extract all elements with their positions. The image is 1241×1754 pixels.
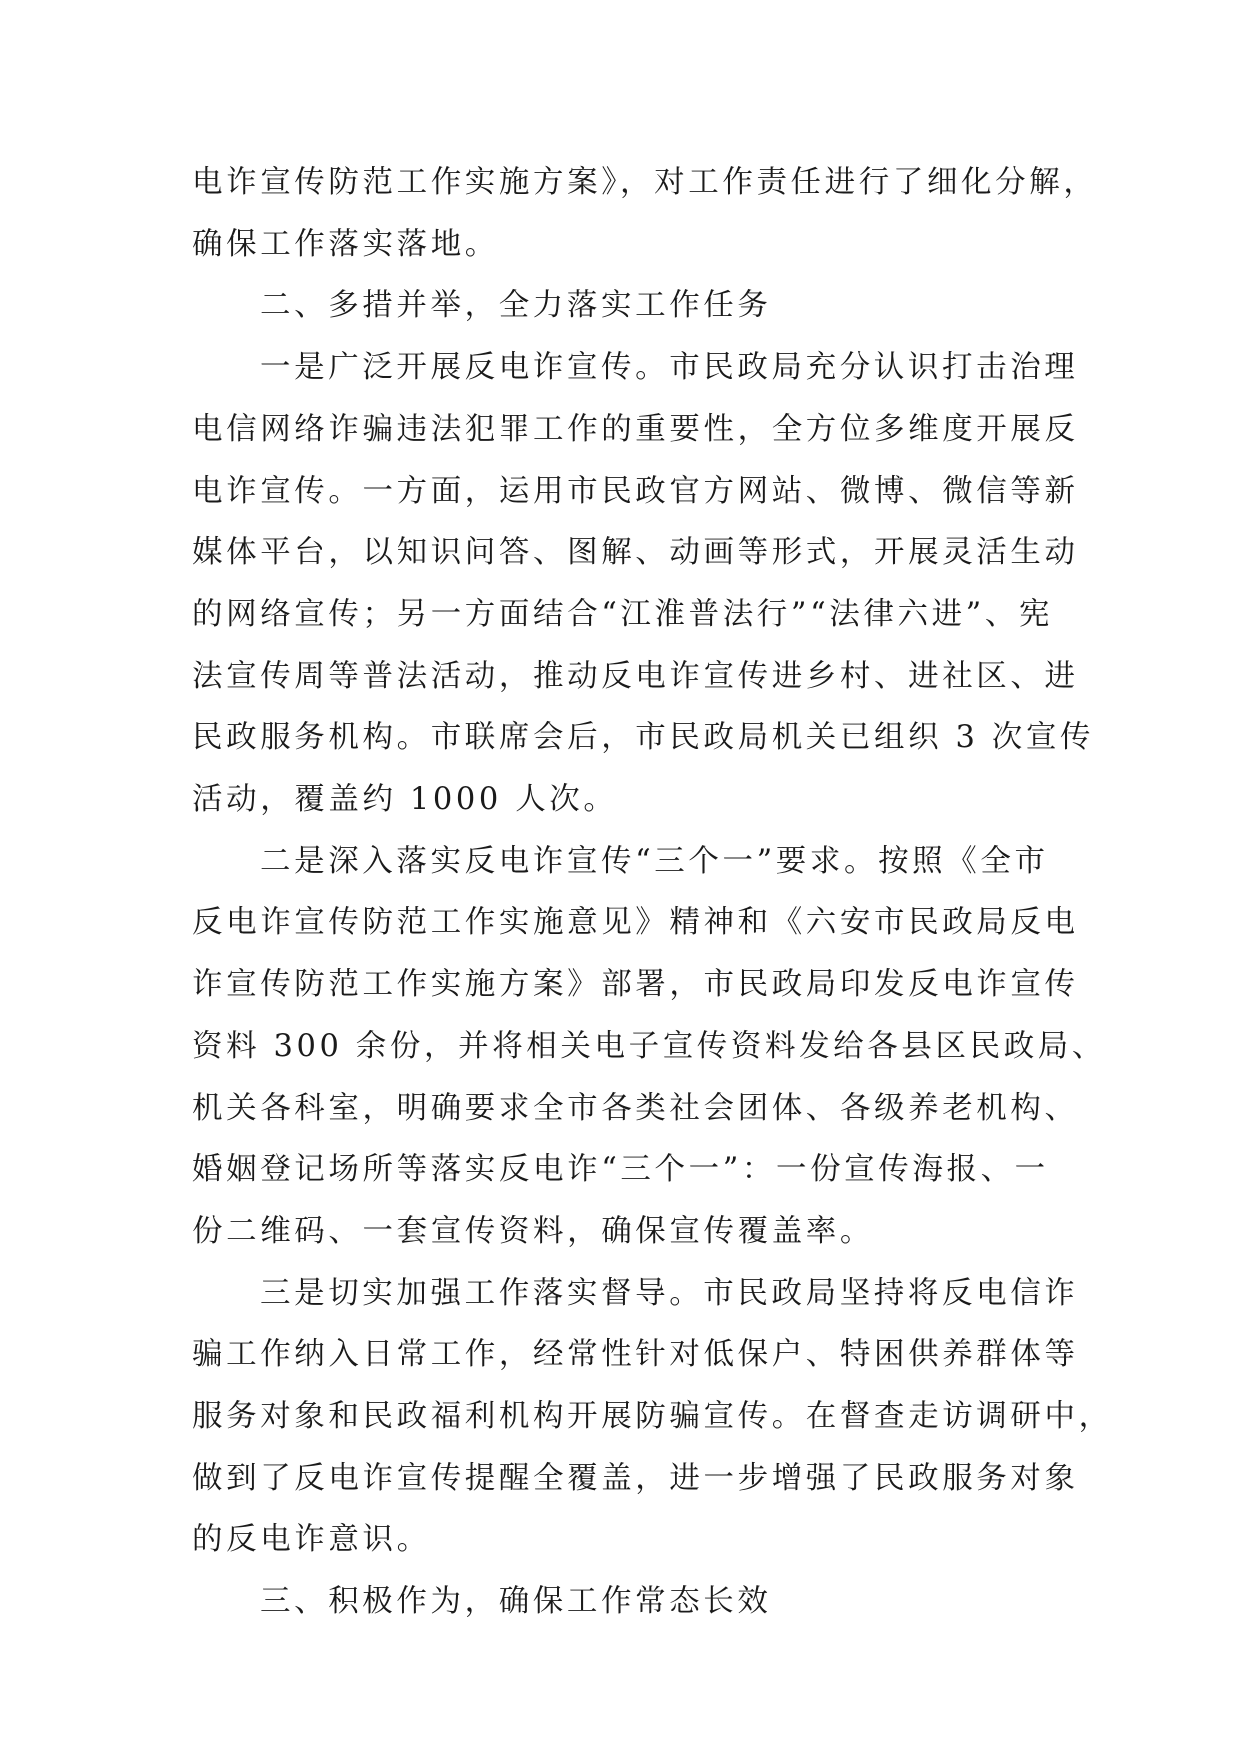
- text-line: 电信网络诈骗违法犯罪工作的重要性，全方位多维度开展反: [192, 411, 1079, 447]
- paragraph-start: 三是切实加强工作落实督导。市民政局坚持将反电信诈: [260, 1275, 1079, 1311]
- text-line: 服务对象和民政福利机构开展防骗宣传。在督查走访调研中，: [192, 1399, 1113, 1435]
- text-line: 的反电诈意识。: [192, 1522, 431, 1558]
- document-body: [192, 152, 1113, 1633]
- text-line: 资料 300 余份，并将相关电子宣传资料发给各县区民政局、: [192, 1028, 1107, 1064]
- text-line: 媒体平台，以知识问答、图解、动画等形式，开展灵活生动: [192, 535, 1079, 571]
- section-heading: 二、多措并举，全力落实工作任务: [260, 288, 772, 324]
- section-heading: 三、积极作为，确保工作常态长效: [260, 1584, 772, 1620]
- text-line: 确保工作落实落地。: [192, 226, 499, 262]
- text-line: 做到了反电诈宣传提醒全覆盖，进一步增强了民政服务对象: [192, 1460, 1079, 1496]
- text-line: 的网络宣传；另一方面结合“江淮普法行”“法律六进”、宪: [192, 596, 1054, 632]
- text-line: 活动，覆盖约 1000 人次。: [192, 782, 618, 818]
- paragraph-start: 二是深入落实反电诈宣传“三个一”要求。按照《全市: [260, 843, 1049, 879]
- text-line: 反电诈宣传防范工作实施意见》精神和《六安市民政局反电: [192, 905, 1079, 941]
- text-line: 法宣传周等普法活动，推动反电诈宣传进乡村、进社区、进: [192, 658, 1079, 694]
- text-line: 骗工作纳入日常工作，经常性针对低保户、特困供养群体等: [192, 1337, 1079, 1373]
- text-line: 婚姻登记场所等落实反电诈“三个一”：一份宣传海报、一: [192, 1152, 1049, 1188]
- text-line: 电诈宣传防范工作实施方案》，对工作责任进行了细化分解，: [192, 165, 1098, 200]
- paragraph-start: 一是广泛开展反电诈宣传。市民政局充分认识打击治理: [260, 350, 1079, 386]
- text-line: 机关各科室，明确要求全市各类社会团体、各级养老机构、: [192, 1090, 1079, 1126]
- text-line: 民政服务机构。市联席会后，市民政局机关已组织 3 次宣传: [192, 720, 1095, 756]
- text-line: 电诈宣传。一方面，运用市民政官方网站、微博、微信等新: [192, 473, 1079, 509]
- text-line: 诈宣传防范工作实施方案》部署，市民政局印发反电诈宣传: [192, 967, 1079, 1003]
- text-line: 份二维码、一套宣传资料，确保宣传覆盖率。: [192, 1213, 874, 1249]
